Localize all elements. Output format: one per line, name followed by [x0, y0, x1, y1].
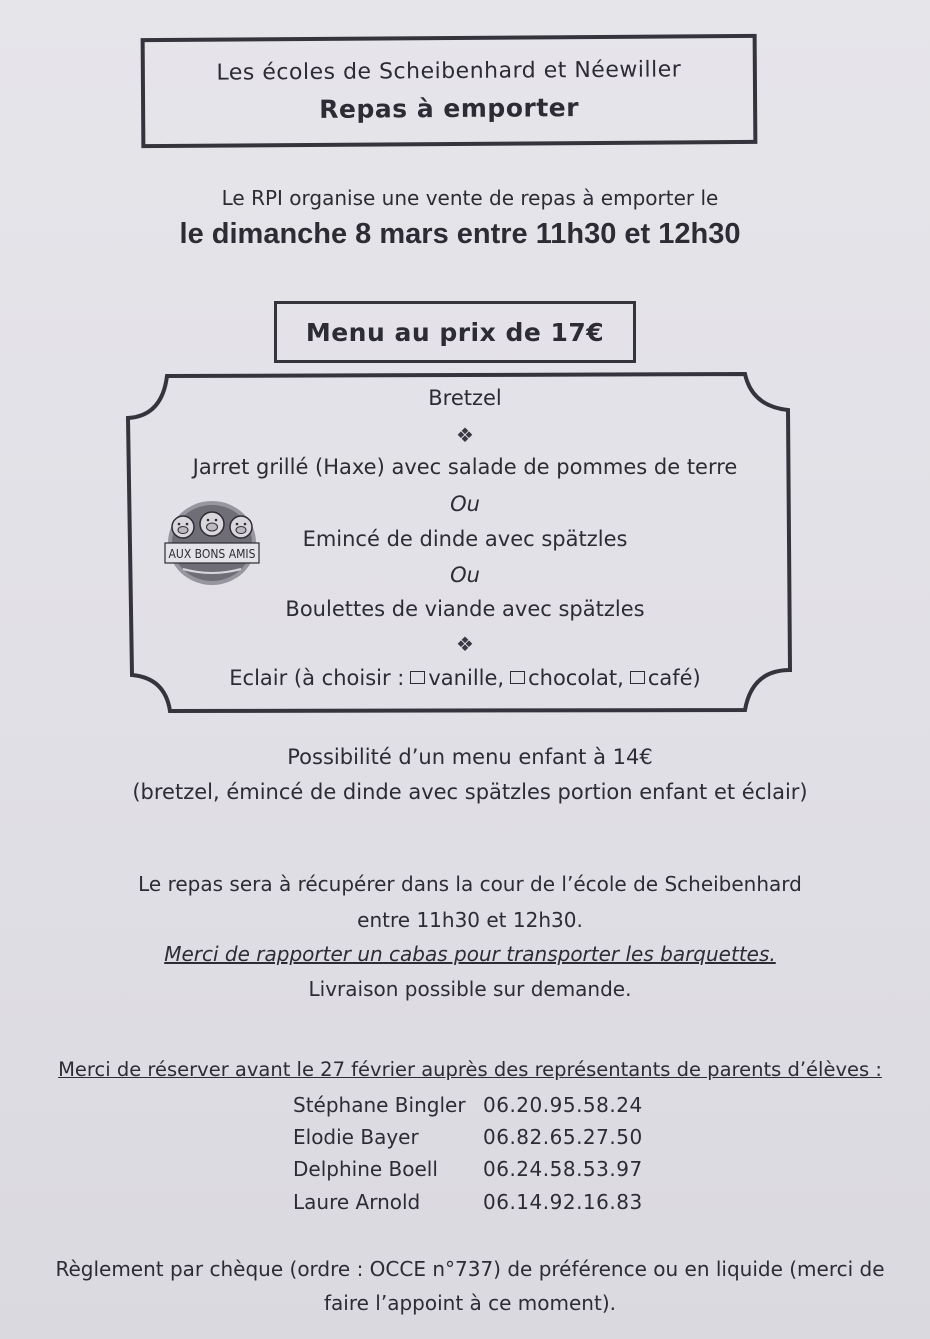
payment-note: [40, 1252, 900, 1320]
contact-row: [293, 1125, 653, 1155]
header-subtitle: Repas à emporter: [319, 93, 580, 124]
event-date: le dimanche 8 mars entre 11h30 et 12h30: [179, 218, 741, 250]
checkbox-icon: [510, 671, 525, 684]
contact-row: [293, 1157, 653, 1187]
menu-main-2: Emincé de dinde avec spätzles: [302, 527, 628, 551]
header-title: Les écoles de Scheibenhard et Néewiller: [216, 57, 682, 86]
reservation-note: Merci de réserver avant le 27 février auprès des représentants de parents d’élèves :: [58, 1058, 882, 1081]
contact-name: Stéphane Bingler: [293, 1093, 466, 1117]
contact-row: [293, 1093, 653, 1123]
menu-dessert: [140, 666, 790, 690]
aux-bons-amis-logo: [163, 497, 261, 589]
dessert-option-cafe: café): [647, 666, 701, 690]
contact-phone: 06.24.58.53.97: [483, 1157, 643, 1181]
dessert-prefix: Eclair (à choisir :: [229, 666, 405, 690]
header-box: [141, 34, 758, 148]
contact-name: Laure Arnold: [293, 1190, 421, 1214]
pickup-bag-note: Merci de rapporter un cabas pour transporter les barquettes.: [164, 942, 776, 966]
pickup-bag-note-wrap: [90, 942, 850, 966]
contact-row: [293, 1190, 653, 1220]
menu-price-box: [274, 301, 636, 363]
contact-phone: 06.20.95.58.24: [483, 1093, 643, 1117]
delivery-note: Livraison possible sur demande.: [308, 977, 632, 1001]
menu-starter: Bretzel: [428, 386, 502, 410]
pickup-line1: [90, 872, 850, 896]
intro-text: Le RPI organise une vente de repas à emporter le: [221, 186, 719, 210]
logo-text: AUX BONS AMIS: [168, 547, 256, 561]
menu-main-1: Jarret grillé (Haxe) avec salade de pommes de terre: [192, 455, 738, 479]
pickup-time: entre 11h30 et 12h30.: [357, 908, 583, 932]
kids-menu-line2: (bretzel, émincé de dinde avec spätzles portion enfant et éclair): [132, 780, 808, 804]
kids-menu-line1: Possibilité d’un menu enfant à 14€: [287, 745, 653, 769]
dessert-option-vanille: vanille,: [428, 666, 505, 690]
contact-name: Delphine Boell: [293, 1157, 438, 1181]
menu-or-2: Ou: [450, 563, 480, 587]
payment-line1: Règlement par chèque (ordre : OCCE n°737) de préférence ou en liquide (merci de: [55, 1257, 885, 1281]
checkbox-icon: [630, 671, 645, 684]
dessert-option-chocolat: chocolat,: [528, 666, 624, 690]
menu-separator-icon-2: ❖: [456, 632, 474, 656]
menu-price-title: Menu au prix de 17€: [305, 317, 605, 347]
payment-line2: faire l’appoint à ce moment).: [324, 1291, 616, 1315]
pickup-location: dans la cour de l’école de Scheibenhard: [394, 872, 802, 896]
menu-main-3: Boulettes de viande avec spätzles: [285, 597, 645, 621]
menu-separator-icon: ❖: [456, 423, 474, 447]
contact-phone: 06.82.65.27.50: [483, 1125, 643, 1149]
contact-phone: 06.14.92.16.83: [483, 1190, 643, 1214]
pickup-prefix: Le repas sera à récupérer: [138, 872, 395, 896]
menu-or-1: Ou: [450, 492, 480, 516]
contact-name: Elodie Bayer: [293, 1125, 419, 1149]
checkbox-icon: [410, 671, 425, 684]
